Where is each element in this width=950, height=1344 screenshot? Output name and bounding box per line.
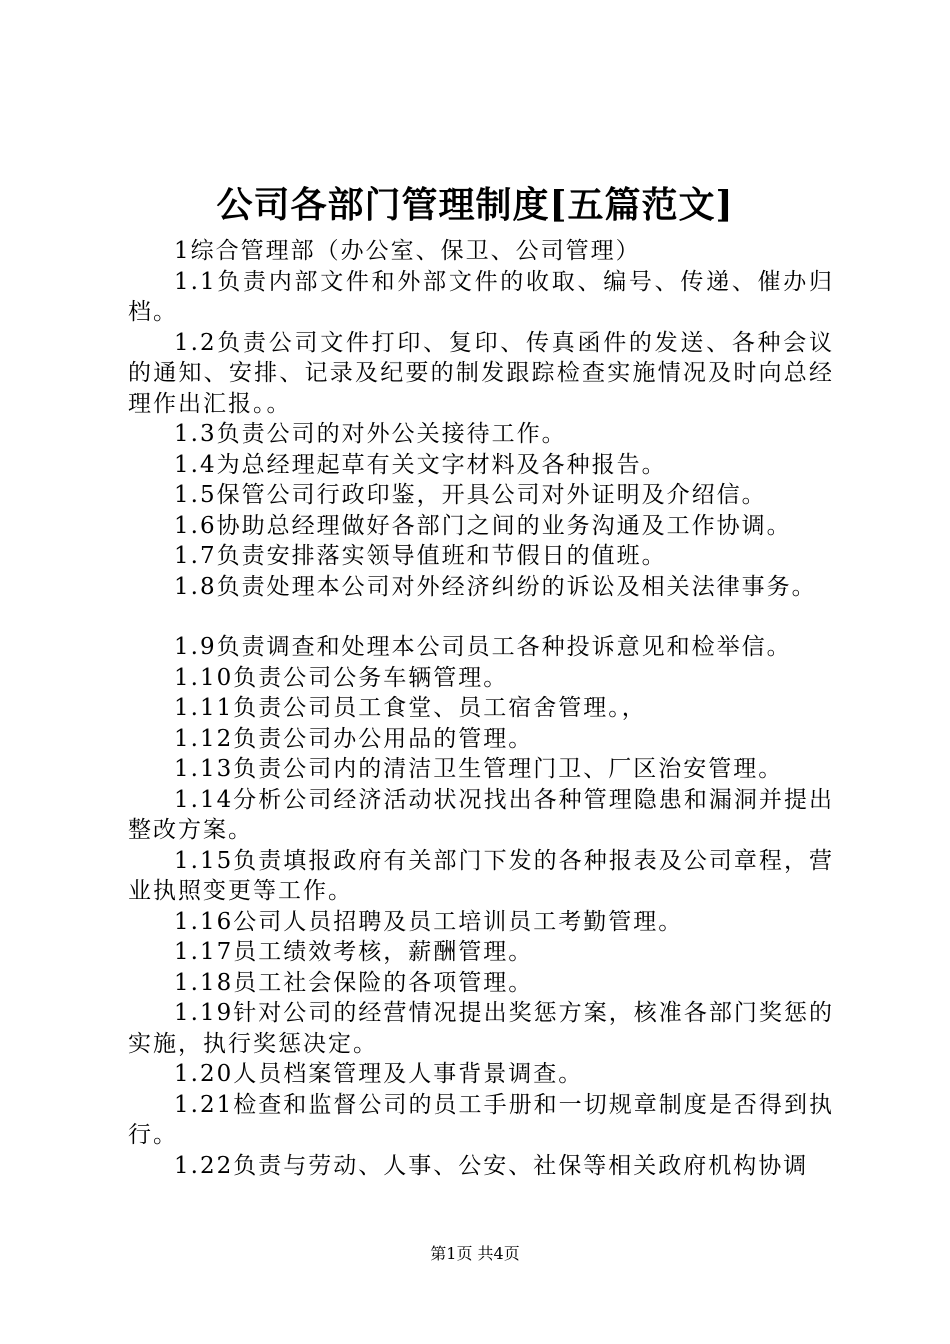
paragraph: 1.20人员档案管理及人事背景调查。 <box>174 1061 584 1087</box>
paragraph: 1.12负责公司办公用品的管理。 <box>174 725 534 752</box>
paragraph: 1.21检查和监督公司的员工手册和一切规章制度是否得到执行。 <box>128 1091 834 1148</box>
page-number: 第1页 共4页 <box>430 1244 520 1263</box>
paragraph: 1.16公司人员招聘及员工培训员工考勤管理。 <box>174 908 684 935</box>
paragraph: 1.13负责公司内的清洁卫生管理门卫、厂区治安管理。 <box>174 756 784 782</box>
paragraph: 1.15负责填报政府有关部门下发的各种报表及公司章程，营业执照变更等工作。 <box>128 847 834 904</box>
paragraph: 1.4为总经理起草有关文字材料及各种报告。 <box>174 451 667 478</box>
paragraph: 1.6协助总经理做好各部门之间的业务沟通及工作协调。 <box>174 512 792 539</box>
paragraph: 1.2负责公司文件打印、复印、传真函件的发送、各种会议的通知、安排、记录及纪要的制发跟踪检查实施情况及时向总经理作出汇报。。 <box>128 329 834 417</box>
paragraph: 1综合管理部（办公室、保卫、公司管理） <box>174 238 641 264</box>
paragraph: 1.22负责与劳动、人事、公安、社保等相关政府机构协调 <box>174 1152 809 1179</box>
paragraph: 1.14分析公司经济活动状况找出各种管理隐患和漏洞并提出整改方案。 <box>128 786 834 843</box>
paragraph: 1.5保管公司行政印鉴，开具公司对外证明及介绍信。 <box>174 482 767 508</box>
document-body <box>128 236 834 1181</box>
paragraph: 1.7负责安排落实领导值班和节假日的值班。 <box>174 543 667 569</box>
paragraph: 1.10负责公司公务车辆管理。 <box>174 664 509 691</box>
paragraph: 1.9负责调查和处理本公司员工各种投诉意见和检举信。 <box>174 634 792 660</box>
paragraph: 1.11负责公司员工食堂、员工宿舍管理。， <box>174 695 647 721</box>
paragraph: 1.19针对公司的经营情况提出奖惩方案，核准各部门奖惩的实施，执行奖惩决定。 <box>128 1000 834 1057</box>
paragraph: 1.8负责处理本公司对外经济纠纷的诉讼及相关法律事务。 <box>174 573 817 600</box>
paragraph: 1.3负责公司的对外公关接待工作。 <box>174 421 567 447</box>
paragraph: 1.18员工社会保险的各项管理。 <box>174 969 534 996</box>
document-title: 公司各部门管理制度[五篇范文] <box>216 184 734 226</box>
paragraph: 1.1负责内部文件和外部文件的收取、编号、传递、催办归档。 <box>128 268 834 325</box>
paragraph: 1.17员工绩效考核，薪酬管理。 <box>174 939 534 965</box>
